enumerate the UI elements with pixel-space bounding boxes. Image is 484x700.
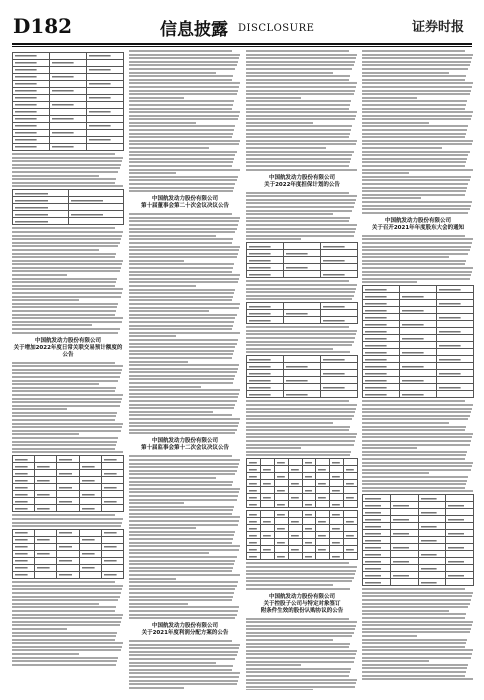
announcement-title [129,196,241,210]
body-text [362,50,474,214]
body-text [246,192,358,241]
header-rule-thin [12,46,472,47]
data-table [12,189,124,225]
announcement-title [246,594,358,615]
data-table [246,510,358,560]
announcement-title [129,438,241,452]
announcement-title-line: 附条件生效的股份认购协议的公告 [260,607,344,614]
announcement-title-line: 中国航发动力股份有限公司 [151,196,218,203]
body-text [129,640,241,690]
body-text [12,227,124,333]
announcement-title-line: 第十届董事会第二十次会议决议公告 [140,203,229,210]
column-3 [246,50,358,690]
body-text [12,514,124,527]
announcement-title-line: 中国航发动力股份有限公司 [268,174,335,181]
body-text [362,588,474,680]
page-header [0,0,484,44]
announcement-title [246,175,358,189]
data-table [12,52,124,151]
announcement-title [362,218,474,232]
body-text [362,400,474,492]
announcement-title-line: 中国航发动力股份有限公司 [384,217,451,224]
announcement-title-line: 中国航发动力股份有限公司 [151,438,218,445]
data-table [246,458,358,508]
header-rule [12,43,472,45]
page-number: D182 [13,14,73,38]
data-table [246,355,358,398]
body-text [246,618,358,691]
announcement-title-line: 关于控股子公司与特定对象签订 [263,600,341,607]
section-title-en: DISCLOSURE [238,23,315,34]
column-4 [362,50,474,690]
body-text [12,362,124,454]
column-2 [129,50,241,690]
announcement-title-line: 关于增加2022年度日常关联交易预计额度的公告 [13,344,123,358]
data-table [362,285,474,398]
announcement-title-line: 中国航发动力股份有限公司 [151,623,218,630]
body-text [12,581,124,666]
body-text [129,455,241,619]
column-1 [12,50,124,690]
announcement-title-line: 关于2021年度利润分配方案的公告 [141,630,229,637]
announcement-title-line: 关于2022年度担保计划的公告 [264,181,340,188]
masthead-logo: 证券时报 [412,20,465,35]
body-text [246,280,358,300]
body-text [129,50,241,192]
announcement-title-line: 第十届监事会第十二次会议决议公告 [140,445,229,452]
data-table [12,455,124,512]
body-text [362,235,474,284]
body-text [246,50,358,171]
announcement-title [12,338,124,359]
body-text [246,400,358,456]
announcement-title-line: 关于召开2021年年度股东大会的通知 [371,224,465,231]
announcement-title [129,623,241,637]
announcement-title-line: 中国航发动力股份有限公司 [268,593,335,600]
data-table [12,529,124,579]
body-text [129,213,241,434]
section-title: 信息披露 [160,20,228,40]
body-text [246,326,358,353]
data-table [246,302,358,324]
announcement-title-line: 中国航发动力股份有限公司 [34,337,101,344]
body-text [246,562,358,589]
data-table [362,494,474,586]
data-table [246,242,358,278]
body-text [12,153,124,187]
